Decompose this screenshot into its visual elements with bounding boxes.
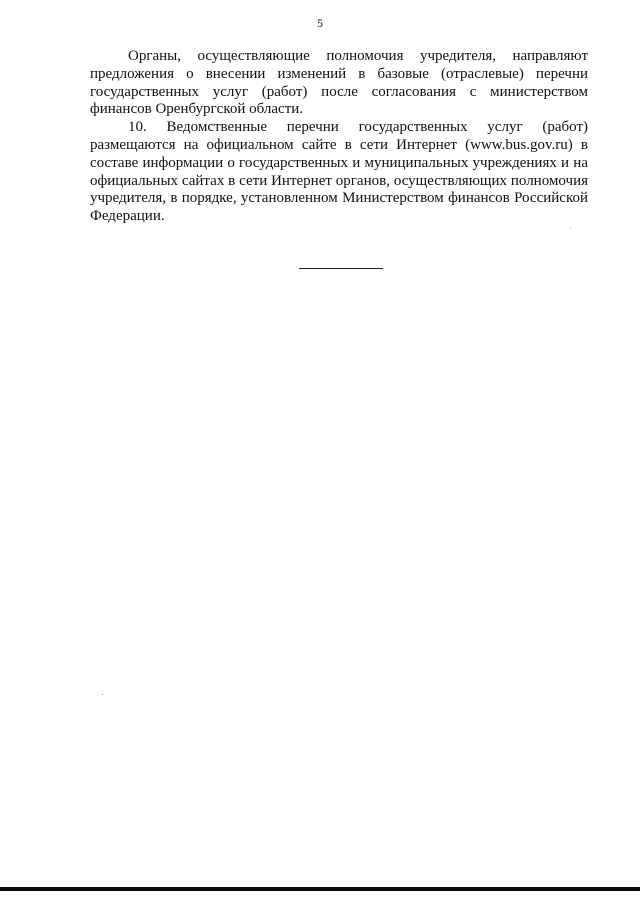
scan-speck [570,228,571,229]
paragraph-10-publication: 10. Ведомственные перечни государственных услуг (работ) размещаются на официальном сайте в сети Интернет (www.bus.gov.ru) в составе информации о государственных и муниципальных учреждениях и на официальных сайтах в сети Интернет органов, осуществляющих полномочия учредителя, в порядке, установленном Министерством финансов Российской Федерации. [90,119,588,225]
scan-bottom-edge-line [0,887,640,891]
scan-speck [102,694,103,695]
paragraph-founder-authorities: Органы, осуществляющие полномочия учредителя, направляют предложения о внесении изменений в базовые (отраслевые) перечни государственных услуг (работ) после согласования с министерством финансов Оренбургской области. [90,48,588,118]
document-body [90,48,588,226]
page-number: 5 [317,16,323,30]
end-of-text-rule [299,268,383,269]
